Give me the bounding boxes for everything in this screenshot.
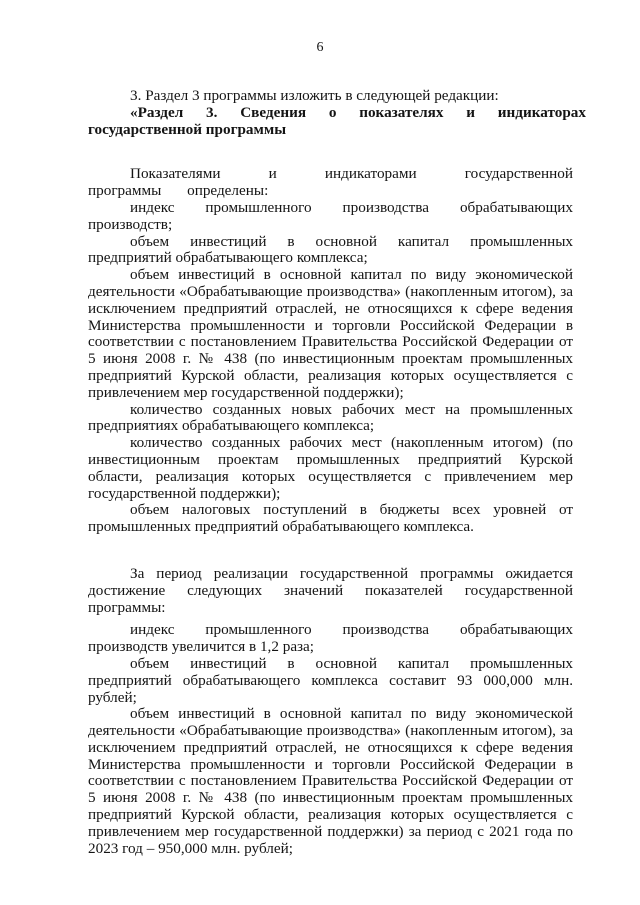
document-body (88, 87, 586, 857)
expected-item-1: индекс промышленного производства обрабатывающих производств увеличится в 1,2 раза; (88, 621, 573, 656)
indicator-item-6: объем налоговых поступлений в бюджеты всех уровней от промышленных предприятий обрабатывающего комплекса. (88, 501, 573, 536)
expected-item-2: объем инвестиций в основной капитал промышленных предприятий обрабатывающего комплекса составит 93 000,000 млн. рублей; (88, 654, 573, 706)
section-heading-line1: «Раздел 3. Сведения о показателях и индикаторах (130, 103, 586, 121)
indicator-item-3: объем инвестиций в основной капитал по виду экономической деятельности «Обрабатывающие производства» (накопленным итогом), за исключением предприятий отраслей, не относящихся к сфере ведения Министерства промышленности и торговли Российской Федерации в соответствии с постановлением Правительства Российской Федерации от 5 июня 2008 г. № 438 (по инвестиционным проектам промышленных предприятий Курской области, реализация которых осуществляется с привлечением мер государственной поддержки); (88, 266, 573, 401)
indicators-intro: Показателями и индикаторами государственной программы определены: (88, 165, 573, 200)
section-heading-line2: государственной программы (88, 120, 287, 138)
amendment-instruction: 3. Раздел 3 программы изложить в следующей редакции: (130, 87, 499, 104)
indicator-item-4: количество созданных новых рабочих мест на промышленных предприятиях обрабатывающего комплекса; (88, 400, 573, 435)
indicator-item-5: количество созданных рабочих мест (накопленным итогом) (по инвестиционным проектам промышленных предприятий Курской области, реализация которых осуществляется с привлечением мер государственной поддержки); (88, 434, 573, 502)
expected-item-3: объем инвестиций в основной капитал по виду экономической деятельности «Обрабатывающие производства» (накопленным итогом), за исключением предприятий отраслей, не относящихся к сфере ведения Министерства промышленности и торговли Российской Федерации в соответствии с постановлением Правительства Российской Федерации от 5 июня 2008 г. № 438 (по инвестиционным проектам промышленных предприятий Курской области, реализация которых осуществляется с привлечением мер государственной поддержки) за период с 2021 года по 2023 год – 950,000 млн. рублей; (88, 705, 573, 857)
page-number: 6 (316, 40, 324, 55)
indicator-item-1: индекс промышленного производства обрабатывающих производств; (88, 198, 573, 233)
indicator-item-2: объем инвестиций в основной капитал промышленных предприятий обрабатывающего комплекса; (88, 232, 573, 267)
expected-results-intro: За период реализации государственной программы ожидается достижение следующих значений показателей государственной программы: (88, 564, 573, 616)
